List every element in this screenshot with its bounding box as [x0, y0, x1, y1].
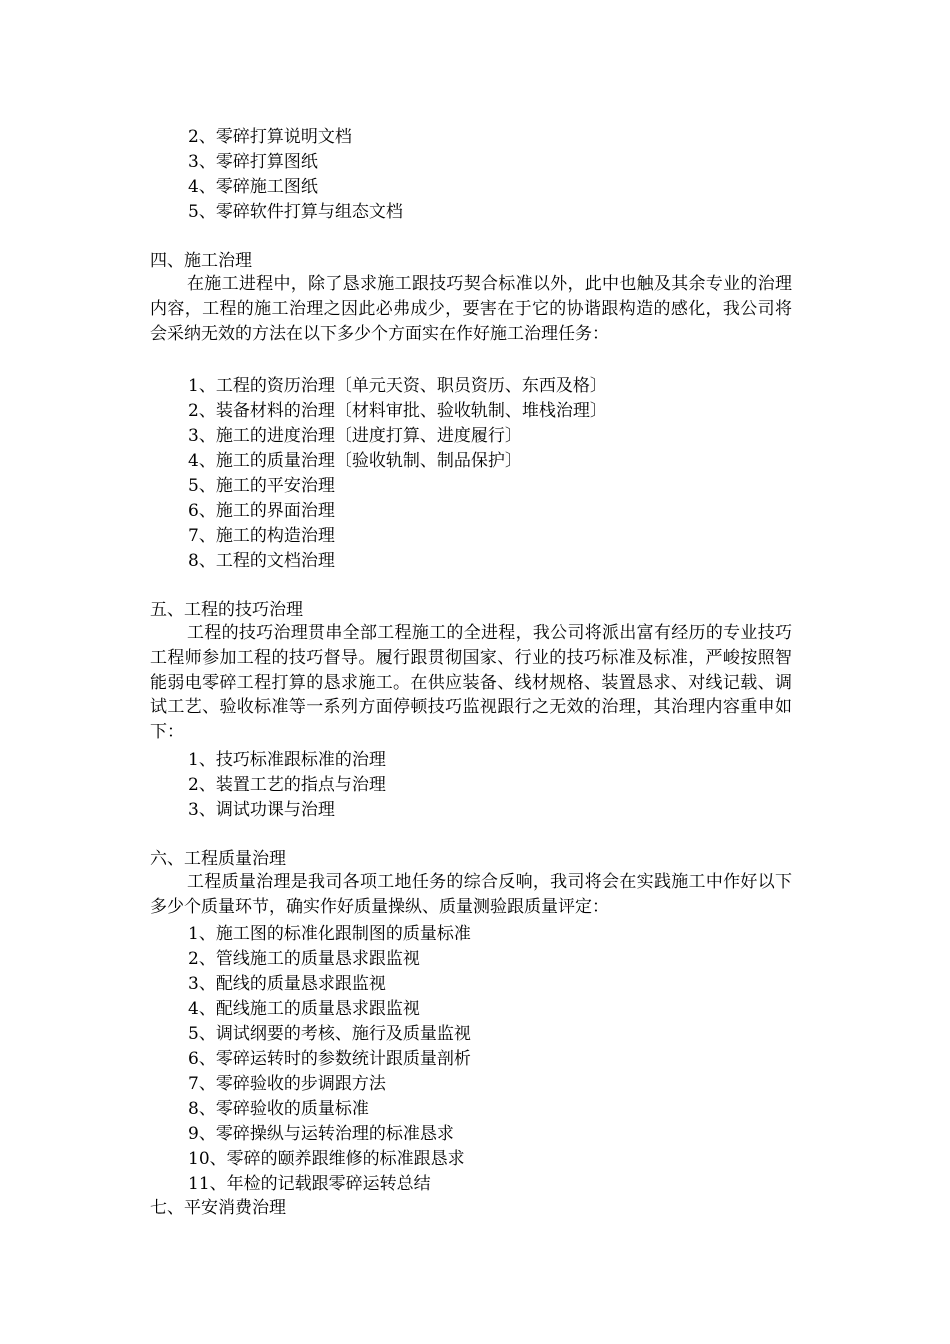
list-item: 4、零碎施工图纸: [188, 177, 318, 197]
section-paragraph: 工程的技巧治理贯串全部工程施工的全进程，我公司将派出富有经历的专业技巧工程师参加工程的技巧督导。履行跟贯彻国家、行业的技巧标准及标准，严峻按照智能弱电零碎工程打算的恳求施工。在供应装备、线材规格、装置恳求、对线记载、调试工艺、验收标准等一系列方面停顿技巧监视跟行之无效的治理，其治理内容重申如下：: [150, 623, 792, 743]
section-heading: 七、平安消费治理: [150, 1198, 286, 1218]
section-heading: 六、工程质量治理: [150, 849, 286, 869]
list-item: 2、装置工艺的指点与治理: [188, 775, 386, 795]
list-item: 3、施工的进度治理〔进度打算、进度履行〕: [188, 426, 522, 446]
list-item: 2、装备材料的治理〔材料审批、验收轨制、堆栈治理〕: [188, 401, 607, 421]
list-item: 9、零碎操纵与运转治理的标准恳求: [188, 1124, 454, 1144]
list-item: 2、管线施工的质量恳求跟监视: [188, 949, 420, 969]
list-item: 3、调试功课与治理: [188, 800, 335, 820]
list-item: 2、零碎打算说明文档: [188, 127, 352, 147]
list-item: 7、施工的构造治理: [188, 526, 335, 546]
list-item: 4、配线施工的质量恳求跟监视: [188, 999, 420, 1019]
list-item: 1、工程的资历治理〔单元天资、职员资历、东西及格〕: [188, 376, 607, 396]
list-item: 5、施工的平安治理: [188, 476, 335, 496]
list-item: 8、工程的文档治理: [188, 551, 335, 571]
section-paragraph: 工程质量治理是我司各项工地任务的综合反响，我司将会在实践施工中作好以下多少个质量环节，确实作好质量操纵、质量测验跟质量评定：: [150, 872, 792, 917]
list-item: 7、零碎验收的步调跟方法: [188, 1074, 386, 1094]
section-heading: 四、施工治理: [150, 251, 252, 271]
list-item: 3、零碎打算图纸: [188, 152, 318, 172]
list-item: 1、技巧标准跟标准的治理: [188, 750, 386, 770]
list-item: 11、年检的记载跟零碎运转总结: [188, 1174, 431, 1194]
list-item: 6、施工的界面治理: [188, 501, 335, 521]
list-item: 5、零碎软件打算与组态文档: [188, 202, 403, 222]
list-item: 6、零碎运转时的参数统计跟质量剖析: [188, 1049, 471, 1069]
list-item: 10、零碎的颐养跟维修的标准跟恳求: [188, 1149, 465, 1169]
section-paragraph: 在施工进程中，除了恳求施工跟技巧契合标准以外，此中也触及其余专业的治理内容，工程的施工治理之因此必弗成少，要害在于它的协谐跟构造的感化，我公司将会采纳无效的方法在以下多少个方面实在作好施工治理任务：: [150, 274, 792, 344]
list-item: 4、施工的质量治理〔验收轨制、制品保护〕: [188, 451, 522, 471]
list-item: 1、施工图的标准化跟制图的质量标准: [188, 924, 471, 944]
section-heading: 五、工程的技巧治理: [150, 600, 303, 620]
list-item: 5、调试纲要的考核、施行及质量监视: [188, 1024, 471, 1044]
list-item: 3、配线的质量恳求跟监视: [188, 974, 386, 994]
list-item: 8、零碎验收的质量标准: [188, 1099, 369, 1119]
